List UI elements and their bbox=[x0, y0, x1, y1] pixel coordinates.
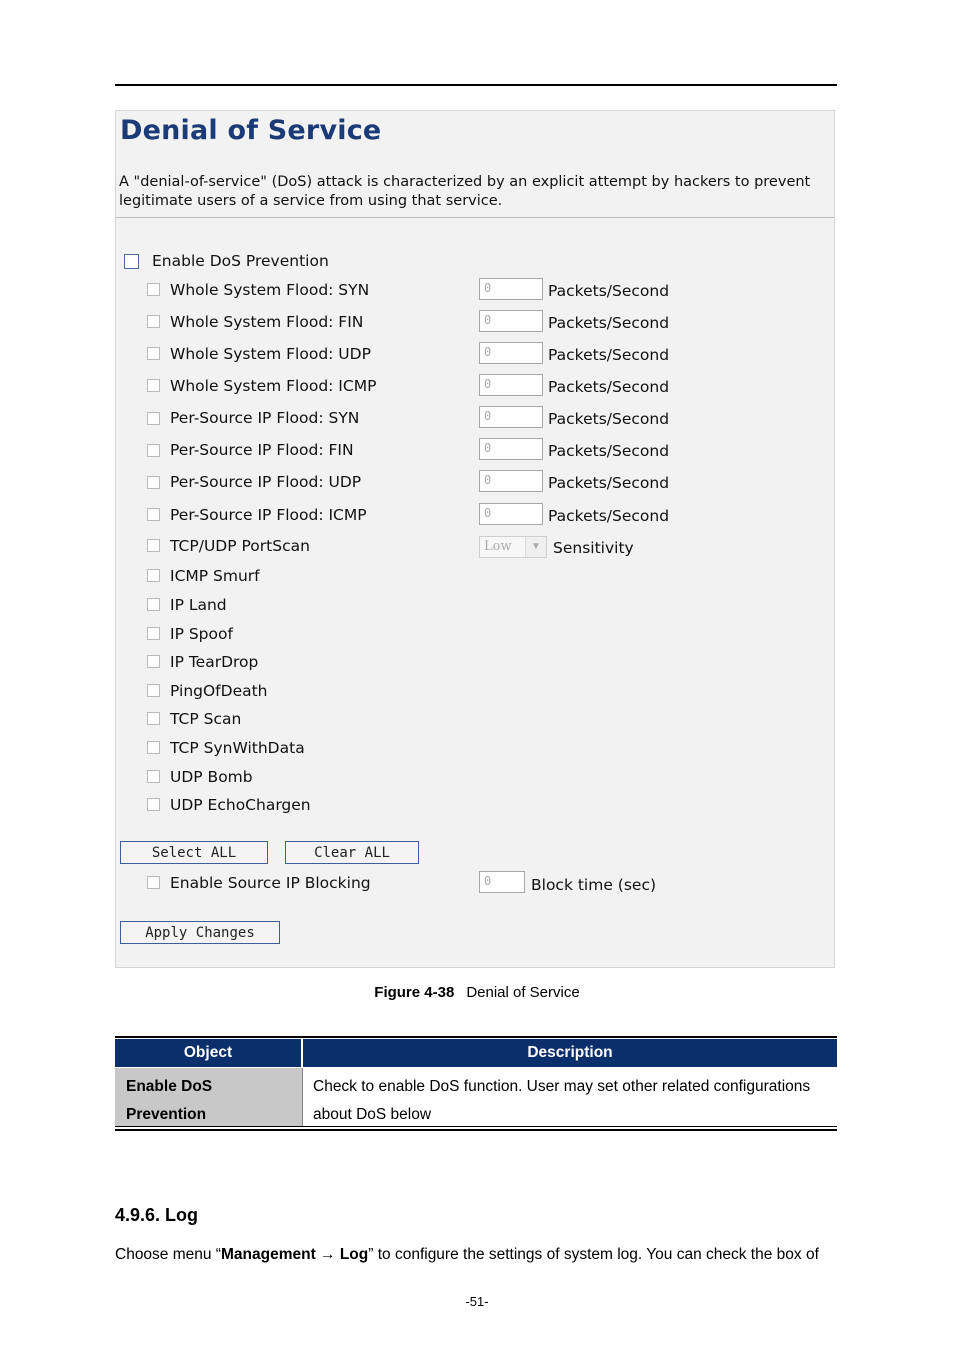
description-cell: Check to enable DoS function. User may set other related configurations about DoS below bbox=[313, 1078, 811, 1123]
attack-label: IP Land bbox=[170, 596, 227, 614]
flood-syn-checkbox[interactable] bbox=[147, 283, 160, 296]
ip-spoof-checkbox[interactable] bbox=[147, 627, 160, 640]
intro-text bbox=[119, 173, 819, 211]
chevron-down-icon: ▼ bbox=[525, 537, 546, 557]
flood-row-label: Per-Source IP Flood: UDP bbox=[170, 473, 362, 491]
per-source-syn-input[interactable]: 0 bbox=[479, 406, 543, 428]
portscan-checkbox[interactable] bbox=[147, 539, 160, 552]
portscan-label: TCP/UDP PortScan bbox=[170, 537, 310, 555]
flood-fin-input[interactable]: 0 bbox=[479, 310, 543, 332]
table-bottom-rule-double bbox=[115, 1129, 837, 1131]
flood-row-label: Per-Source IP Flood: ICMP bbox=[170, 506, 367, 524]
header-rule bbox=[115, 84, 837, 86]
unit-label: Packets/Second bbox=[548, 442, 670, 460]
attack-label: UDP Bomb bbox=[170, 768, 253, 786]
header-object: Object bbox=[183, 1044, 233, 1061]
figure-title: Denial of Service bbox=[466, 984, 580, 1001]
source-ip-blocking-label: Enable Source IP Blocking bbox=[170, 874, 371, 892]
unit-label: Packets/Second bbox=[548, 507, 670, 525]
object-name: Enable DoS Prevention bbox=[126, 1078, 213, 1123]
table-header bbox=[115, 1039, 837, 1067]
unit-label: Packets/Second bbox=[548, 410, 670, 428]
flood-row-label: Whole System Flood: UDP bbox=[170, 345, 371, 363]
page-number: -51- bbox=[465, 1294, 489, 1309]
object-cell bbox=[115, 1068, 302, 1126]
icmp-smurf-checkbox[interactable] bbox=[147, 569, 160, 582]
sensitivity-value: Low bbox=[484, 539, 512, 554]
enable-dos-label: Enable DoS Prevention bbox=[152, 252, 329, 270]
flood-row-label: Whole System Flood: ICMP bbox=[170, 377, 377, 395]
block-time-input[interactable]: 0 bbox=[479, 871, 525, 893]
per-source-fin-checkbox[interactable] bbox=[147, 444, 160, 457]
tcp-synwithdata-checkbox[interactable] bbox=[147, 741, 160, 754]
table-row bbox=[115, 1068, 837, 1126]
section-text bbox=[115, 1246, 819, 1264]
unit-label: Packets/Second bbox=[548, 346, 670, 364]
intro-line-1: A "denial-of-service" (DoS) attack is characterized by an explicit attempt by hackers to prevent bbox=[119, 174, 811, 190]
udp-bomb-checkbox[interactable] bbox=[147, 770, 160, 783]
per-source-icmp-input[interactable]: 0 bbox=[479, 503, 543, 525]
flood-icmp-input[interactable]: 0 bbox=[479, 374, 543, 396]
attack-label: ICMP Smurf bbox=[170, 567, 260, 585]
section-heading: 4.9.6. Log bbox=[115, 1205, 199, 1225]
table-top-rule bbox=[115, 1036, 837, 1038]
sensitivity-label: Sensitivity bbox=[553, 539, 634, 557]
flood-row-label: Per-Source IP Flood: FIN bbox=[170, 441, 354, 459]
flood-udp-checkbox[interactable] bbox=[147, 347, 160, 360]
intro-line-2: legitimate users of a service from using that service. bbox=[119, 193, 503, 209]
unit-label: Packets/Second bbox=[548, 282, 670, 300]
clear-all-button[interactable]: Clear ALL bbox=[285, 841, 419, 864]
per-source-udp-input[interactable]: 0 bbox=[479, 470, 543, 492]
per-source-syn-checkbox[interactable] bbox=[147, 412, 160, 425]
apply-changes-button[interactable]: Apply Changes bbox=[120, 921, 280, 944]
flood-syn-input[interactable]: 0 bbox=[479, 278, 543, 300]
attack-label: TCP SynWithData bbox=[170, 739, 305, 757]
source-ip-blocking-checkbox[interactable] bbox=[147, 876, 160, 889]
attack-label: UDP EchoChargen bbox=[170, 796, 311, 814]
unit-label: Packets/Second bbox=[548, 474, 670, 492]
per-source-icmp-checkbox[interactable] bbox=[147, 508, 160, 521]
ip-land-checkbox[interactable] bbox=[147, 598, 160, 611]
ip-teardrop-checkbox[interactable] bbox=[147, 655, 160, 668]
sensitivity-select[interactable] bbox=[479, 536, 547, 558]
per-source-fin-input[interactable]: 0 bbox=[479, 438, 543, 460]
unit-label: Packets/Second bbox=[548, 378, 670, 396]
attack-label: TCP Scan bbox=[170, 710, 242, 728]
tcp-scan-checkbox[interactable] bbox=[147, 712, 160, 725]
panel-divider bbox=[116, 217, 834, 218]
attack-label: IP Spoof bbox=[170, 625, 233, 643]
flood-row-label: Whole System Flood: FIN bbox=[170, 313, 364, 331]
dos-settings-panel bbox=[115, 110, 835, 968]
section-text-pre: Choose menu “ bbox=[115, 1246, 221, 1263]
flood-icmp-checkbox[interactable] bbox=[147, 379, 160, 392]
flood-fin-checkbox[interactable] bbox=[147, 315, 160, 328]
flood-row-label: Per-Source IP Flood: SYN bbox=[170, 409, 360, 427]
flood-udp-input[interactable]: 0 bbox=[479, 342, 543, 364]
header-description: Description bbox=[527, 1044, 613, 1061]
ping-of-death-checkbox[interactable] bbox=[147, 684, 160, 697]
udp-echochargen-checkbox[interactable] bbox=[147, 798, 160, 811]
select-all-button[interactable]: Select ALL bbox=[120, 841, 268, 864]
block-time-label: Block time (sec) bbox=[531, 876, 657, 894]
table-bottom-rule bbox=[115, 1126, 837, 1127]
flood-row-label: Whole System Flood: SYN bbox=[170, 281, 370, 299]
attack-label: IP TearDrop bbox=[170, 653, 259, 671]
menu-path: Management → Log bbox=[220, 1246, 369, 1263]
figure-number: Figure 4-38 bbox=[374, 984, 455, 1001]
per-source-udp-checkbox[interactable] bbox=[147, 476, 160, 489]
cell-separator bbox=[302, 1068, 303, 1126]
figure-caption bbox=[0, 984, 954, 1001]
section-text-post: ” to configure the settings of system log. You can check the box of bbox=[368, 1246, 819, 1263]
enable-dos-checkbox[interactable] bbox=[124, 254, 139, 269]
attack-label: PingOfDeath bbox=[170, 682, 268, 700]
page-title: Denial of Service bbox=[120, 115, 382, 146]
unit-label: Packets/Second bbox=[548, 314, 670, 332]
